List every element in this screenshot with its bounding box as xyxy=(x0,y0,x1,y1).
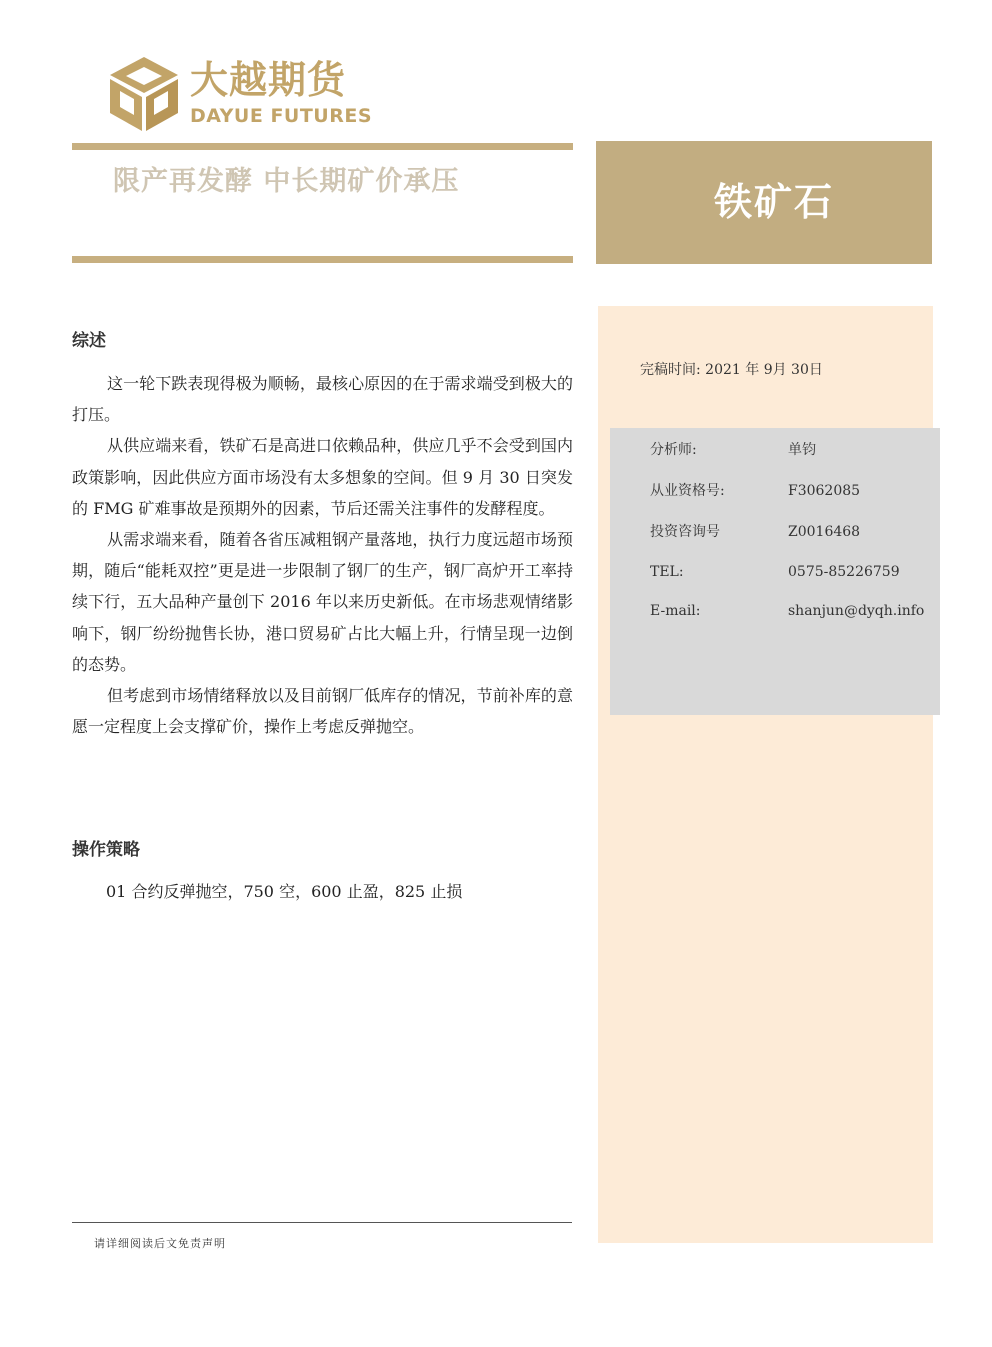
analyst-label: 分析师: xyxy=(650,442,697,458)
analyst-value: 单钧 xyxy=(788,442,816,458)
headline-bottom-rule xyxy=(72,256,573,263)
headline-top-rule xyxy=(72,143,573,150)
brand-name-en: DAYUE FUTURES xyxy=(190,105,373,127)
strategy-text: 01 合约反弹抛空，750 空，600 止盈，825 止损 xyxy=(106,882,463,901)
tel-label: TEL: xyxy=(650,564,684,580)
email-value[interactable]: shanjun@dyqh.info xyxy=(788,603,925,619)
footer-rule xyxy=(72,1222,572,1223)
dayue-logo-icon xyxy=(108,55,180,133)
summary-paragraph: 从需求端来看，随着各省压减粗钢产量落地，执行力度远超市场预期，随后“能耗双控”更是进一步限制了钢厂的生产，钢厂高炉开工率持续下行，五大品种产量创下 2016 年以来历史新低。在市场悲观情绪影响下，钢厂纷纷抛售长协，港口贸易矿占比大幅上升，行情呈现一边倒的态势。 xyxy=(72,530,573,674)
qualification-value: F3062085 xyxy=(788,483,861,499)
report-headline: 限产再发酵 中长期矿价承压 xyxy=(113,166,460,197)
summary-paragraph: 但考虑到市场情绪释放以及目前钢厂低库存的情况，节前补库的意愿一定程度上会支撑矿价，操作上考虑反弹抛空。 xyxy=(72,686,573,737)
consulting-value: Z0016468 xyxy=(788,524,861,540)
summary-paragraph: 从供应端来看，铁矿石是高进口依赖品种，供应几乎不会受到国内政策影响，因此供应方面市场没有太多想象的空间。但 9 月 30 日突发的 FMG 矿难事故是预期外的因素，节后还需关注事件的发酵程度。 xyxy=(72,436,573,518)
brand-name-cn: 大越期货 xyxy=(190,58,347,102)
qualification-label: 从业资格号: xyxy=(650,483,725,499)
tel-value: 0575-85226759 xyxy=(788,564,900,580)
summary-paragraph: 这一轮下跌表现得极为顺畅，最核心原因的在于需求端受到极大的打压。 xyxy=(72,374,573,425)
summary-body xyxy=(72,368,573,742)
consulting-label: 投资咨询号 xyxy=(650,524,720,540)
category-label: 铁矿石 xyxy=(713,180,834,224)
summary-heading: 综述 xyxy=(72,331,106,351)
strategy-heading: 操作策略 xyxy=(72,840,140,860)
email-label: E-mail: xyxy=(650,603,701,619)
completion-time: 完稿时间: 2021 年 9月 30日 xyxy=(640,362,823,378)
footer-disclaimer: 请详细阅读后文免责声明 xyxy=(94,1237,226,1250)
